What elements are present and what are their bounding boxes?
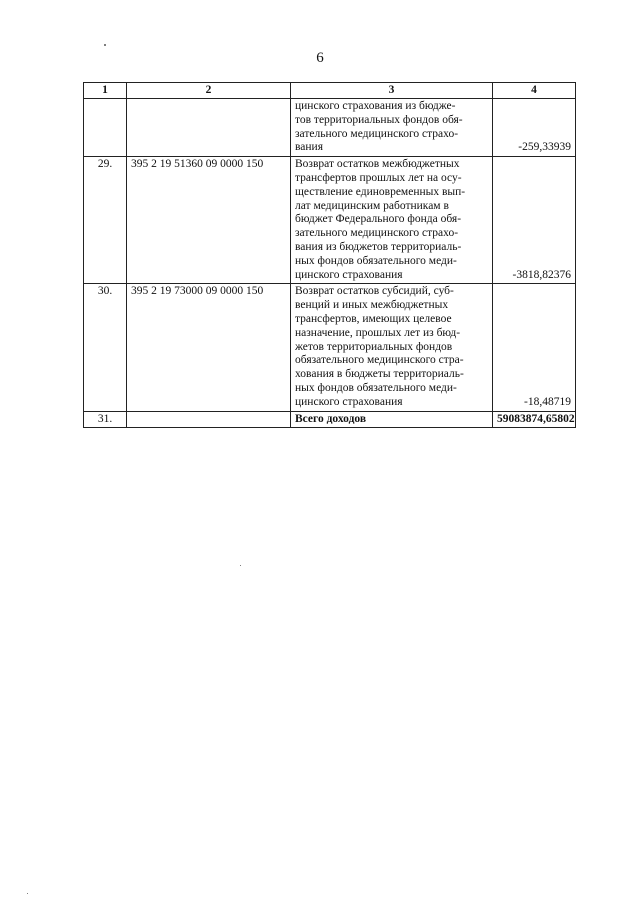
total-label: Всего доходов: [291, 411, 493, 428]
budget-code: [127, 411, 291, 428]
header-col-2: 2: [127, 83, 291, 99]
description-line: Возврат остатков межбюджетных: [295, 158, 460, 171]
table-row: [84, 157, 576, 284]
row-amount: -3818,82376: [493, 157, 576, 284]
table-row: [84, 99, 576, 157]
row-amount: -18,48719: [493, 284, 576, 411]
budget-code: 395 2 19 51360 09 0000 150: [127, 157, 291, 284]
row-description: [291, 99, 493, 157]
row-description: [291, 157, 493, 284]
budget-code: 395 2 19 73000 09 0000 150: [127, 284, 291, 411]
description-line: венций и иных межбюджетных: [295, 299, 449, 312]
total-amount: 59083874,65802: [493, 411, 576, 428]
description-line: зательного медицинского страхо-: [295, 127, 459, 140]
scan-speck: [27, 893, 28, 894]
revenue-table: [83, 82, 576, 428]
table-header-row: [84, 83, 576, 99]
description-line: ществление единовременных вып-: [295, 185, 466, 198]
row-number: 30.: [84, 284, 127, 411]
row-description: [291, 284, 493, 411]
description-line: лат медицинским работникам в: [295, 199, 449, 212]
page-number: 6: [316, 50, 324, 66]
row-number: 31.: [84, 411, 127, 428]
description-line: назначение, прошлых лет из бюд-: [295, 326, 461, 339]
description-line: цинского страхования из бюдже-: [295, 100, 456, 112]
description-line: обязательного медицинского стра-: [295, 354, 464, 367]
header-col-3: 3: [291, 83, 493, 99]
description-line: Возврат остатков субсидий, суб-: [295, 285, 454, 298]
header-col-4: 4: [493, 83, 576, 99]
description-line: бюджет Федерального фонда обя-: [295, 213, 462, 226]
scan-speck: [240, 565, 241, 566]
row-number: [84, 99, 127, 157]
description-line: жетов территориальных фондов: [295, 340, 453, 353]
scan-speck: [104, 44, 106, 46]
description-line: ных фондов обязательного меди-: [295, 254, 457, 267]
row-amount: -259,33939: [493, 99, 576, 157]
description-line: вания: [295, 141, 323, 154]
row-number: 29.: [84, 157, 127, 284]
description-line: тов территориальных фондов обя-: [295, 113, 463, 126]
description-line: трансфертов, имеющих целевое: [295, 312, 452, 325]
description-line: ных фондов обязательного меди-: [295, 381, 457, 394]
description-line: вания из бюджетов территориаль-: [295, 240, 462, 253]
description-line: трансфертов прошлых лет на осу-: [295, 171, 462, 184]
description-line: цинского страхования: [295, 395, 403, 408]
budget-code: [127, 99, 291, 157]
total-row: [84, 411, 576, 428]
description-line: зательного медицинского страхо-: [295, 227, 459, 240]
table-row: [84, 284, 576, 411]
header-col-1: 1: [84, 83, 127, 99]
description-line: хования в бюджеты территориаль-: [295, 368, 464, 381]
description-line: цинского страхования: [295, 268, 403, 281]
